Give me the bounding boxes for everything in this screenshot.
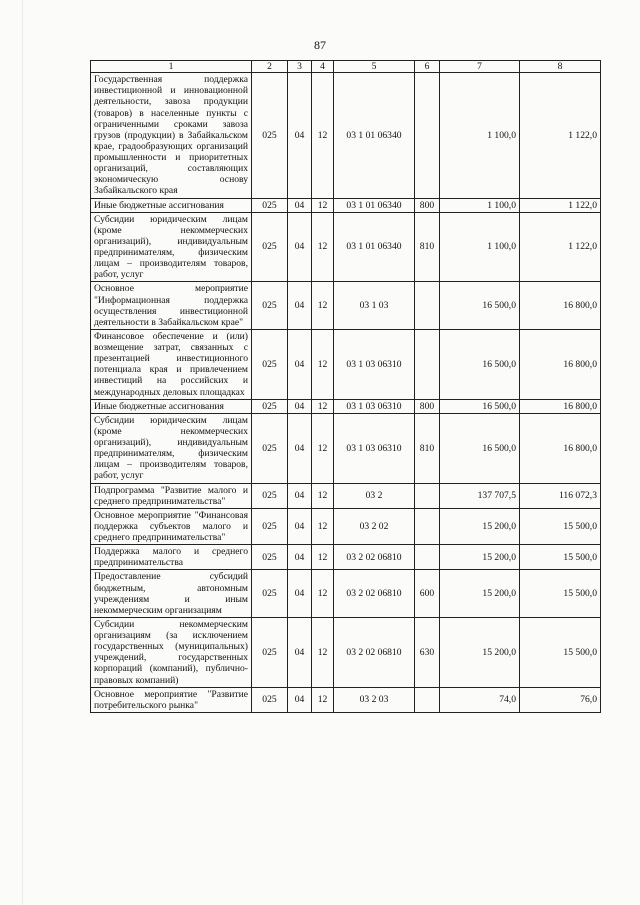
amount-year-1: 1 100,0 [440,198,520,212]
amount-year-1: 15 200,0 [440,570,520,618]
expense-type-code: 810 [415,212,440,282]
admin-code: 025 [252,687,288,712]
table-row [91,73,601,198]
page-number: 87 [314,38,326,52]
table-row [91,483,601,508]
expense-type-code: 600 [415,570,440,618]
amount-year-2: 16 800,0 [520,413,601,483]
section-code: 04 [288,413,312,483]
item-name: Основное мероприятие "Развитие потребительского рынка" [91,687,252,712]
amount-year-1: 15 200,0 [440,617,520,687]
admin-code: 025 [252,570,288,618]
item-name: Поддержка малого и среднего предпринимательства [91,545,252,570]
subsection-code: 12 [312,282,334,330]
subsection-code: 12 [312,329,334,399]
section-code: 04 [288,687,312,712]
section-code: 04 [288,483,312,508]
admin-code: 025 [252,483,288,508]
expense-type-code [415,508,440,544]
item-name: Основное мероприятие "Финансовая поддержка субъектов малого и среднего предпринимательства" [91,508,252,544]
subsection-code: 12 [312,483,334,508]
amount-year-1: 1 100,0 [440,73,520,198]
admin-code: 025 [252,399,288,413]
target-article-code: 03 2 02 06810 [334,570,415,618]
target-article-code: 03 1 03 06310 [334,329,415,399]
item-name: Иные бюджетные ассигнования [91,399,252,413]
expense-type-code [415,687,440,712]
subsection-code: 12 [312,73,334,198]
item-name: Субсидии некоммерческим организациям (за исключением государственных (муниципальных) учреждений, государственных корпораций (компаний), публично-правовых компаний) [91,617,252,687]
section-code: 04 [288,282,312,330]
expense-type-code: 630 [415,617,440,687]
amount-year-1: 1 100,0 [440,212,520,282]
target-article-code: 03 2 02 [334,508,415,544]
target-article-code: 03 2 03 [334,687,415,712]
subsection-code: 12 [312,212,334,282]
header-cell: 2 [252,61,288,73]
table-row [91,545,601,570]
amount-year-2: 1 122,0 [520,212,601,282]
target-article-code: 03 1 03 06310 [334,399,415,413]
table-row [91,570,601,618]
table-body [91,73,601,713]
section-code: 04 [288,212,312,282]
budget-table [90,60,601,713]
amount-year-1: 16 500,0 [440,282,520,330]
subsection-code: 12 [312,617,334,687]
admin-code: 025 [252,73,288,198]
subsection-code: 12 [312,570,334,618]
subsection-code: 12 [312,413,334,483]
table-row [91,399,601,413]
table-row [91,508,601,544]
amount-year-1: 16 500,0 [440,329,520,399]
item-name: Предоставление субсидий бюджетным, автономным учреждениям и иным некоммерческим организациям [91,570,252,618]
subsection-code: 12 [312,198,334,212]
table-row [91,617,601,687]
expense-type-code [415,73,440,198]
admin-code: 025 [252,617,288,687]
amount-year-1: 15 200,0 [440,545,520,570]
header-cell: 4 [312,61,334,73]
item-name: Иные бюджетные ассигнования [91,198,252,212]
admin-code: 025 [252,545,288,570]
amount-year-2: 76,0 [520,687,601,712]
expense-type-code: 800 [415,198,440,212]
table-row [91,413,601,483]
target-article-code: 03 2 02 06810 [334,617,415,687]
amount-year-1: 137 707,5 [440,483,520,508]
section-code: 04 [288,198,312,212]
admin-code: 025 [252,508,288,544]
section-code: 04 [288,73,312,198]
subsection-code: 12 [312,399,334,413]
section-code: 04 [288,617,312,687]
expense-type-code [415,545,440,570]
header-cell: 7 [440,61,520,73]
amount-year-1: 15 200,0 [440,508,520,544]
admin-code: 025 [252,413,288,483]
amount-year-1: 74,0 [440,687,520,712]
section-code: 04 [288,545,312,570]
item-name: Финансовое обеспечение и (или) возмещение затрат, связанных с презентацией инвестиционного потенциала края и привлечением инвестиций на российских и международных деловых площадках [91,329,252,399]
item-name: Государственная поддержка инвестиционной и инновационной деятельности, завоза продукции (товаров) в населенные пункты с ограниченными сроками завоза грузов (продукции) в Забайкальском крае, градообразующих организаций промышленности и приоритетных организаций, составляющих экономическую основу Забайкальского края [91,73,252,198]
header-cell: 1 [91,61,252,73]
item-name: Субсидии юридическим лицам (кроме некоммерческих организаций), индивидуальным предпринимателям, физическим лицам – производителям товаров, работ, услуг [91,212,252,282]
section-code: 04 [288,399,312,413]
section-code: 04 [288,508,312,544]
header-cell: 8 [520,61,601,73]
target-article-code: 03 1 01 06340 [334,73,415,198]
amount-year-2: 1 122,0 [520,73,601,198]
table-header-row [91,61,601,73]
expense-type-code [415,329,440,399]
amount-year-2: 16 800,0 [520,282,601,330]
table-row [91,687,601,712]
amount-year-2: 16 800,0 [520,399,601,413]
expense-type-code [415,483,440,508]
admin-code: 025 [252,329,288,399]
table-row [91,212,601,282]
item-name: Подпрограмма "Развитие малого и среднего предпринимательства" [91,483,252,508]
amount-year-2: 16 800,0 [520,329,601,399]
admin-code: 025 [252,198,288,212]
admin-code: 025 [252,212,288,282]
target-article-code: 03 1 01 06340 [334,198,415,212]
amount-year-1: 16 500,0 [440,413,520,483]
amount-year-2: 15 500,0 [520,617,601,687]
amount-year-1: 16 500,0 [440,399,520,413]
table-row [91,198,601,212]
subsection-code: 12 [312,545,334,570]
amount-year-2: 1 122,0 [520,198,601,212]
expense-type-code [415,282,440,330]
target-article-code: 03 2 [334,483,415,508]
target-article-code: 03 2 02 06810 [334,545,415,570]
header-cell: 5 [334,61,415,73]
target-article-code: 03 1 01 06340 [334,212,415,282]
item-name: Основное мероприятие "Информационная поддержка осуществления инвестиционной деятельности в Забайкальском крае" [91,282,252,330]
amount-year-2: 15 500,0 [520,508,601,544]
section-code: 04 [288,329,312,399]
amount-year-2: 116 072,3 [520,483,601,508]
margin-line [22,0,23,905]
target-article-code: 03 1 03 06310 [334,413,415,483]
section-code: 04 [288,570,312,618]
expense-type-code: 800 [415,399,440,413]
target-article-code: 03 1 03 [334,282,415,330]
subsection-code: 12 [312,687,334,712]
table-row [91,282,601,330]
item-name: Субсидии юридическим лицам (кроме некоммерческих организаций), индивидуальным предпринимателям, физическим лицам – производителям товаров, работ, услуг [91,413,252,483]
amount-year-2: 15 500,0 [520,570,601,618]
table-row [91,329,601,399]
amount-year-2: 15 500,0 [520,545,601,570]
header-cell: 3 [288,61,312,73]
expense-type-code: 810 [415,413,440,483]
admin-code: 025 [252,282,288,330]
subsection-code: 12 [312,508,334,544]
header-cell: 6 [415,61,440,73]
